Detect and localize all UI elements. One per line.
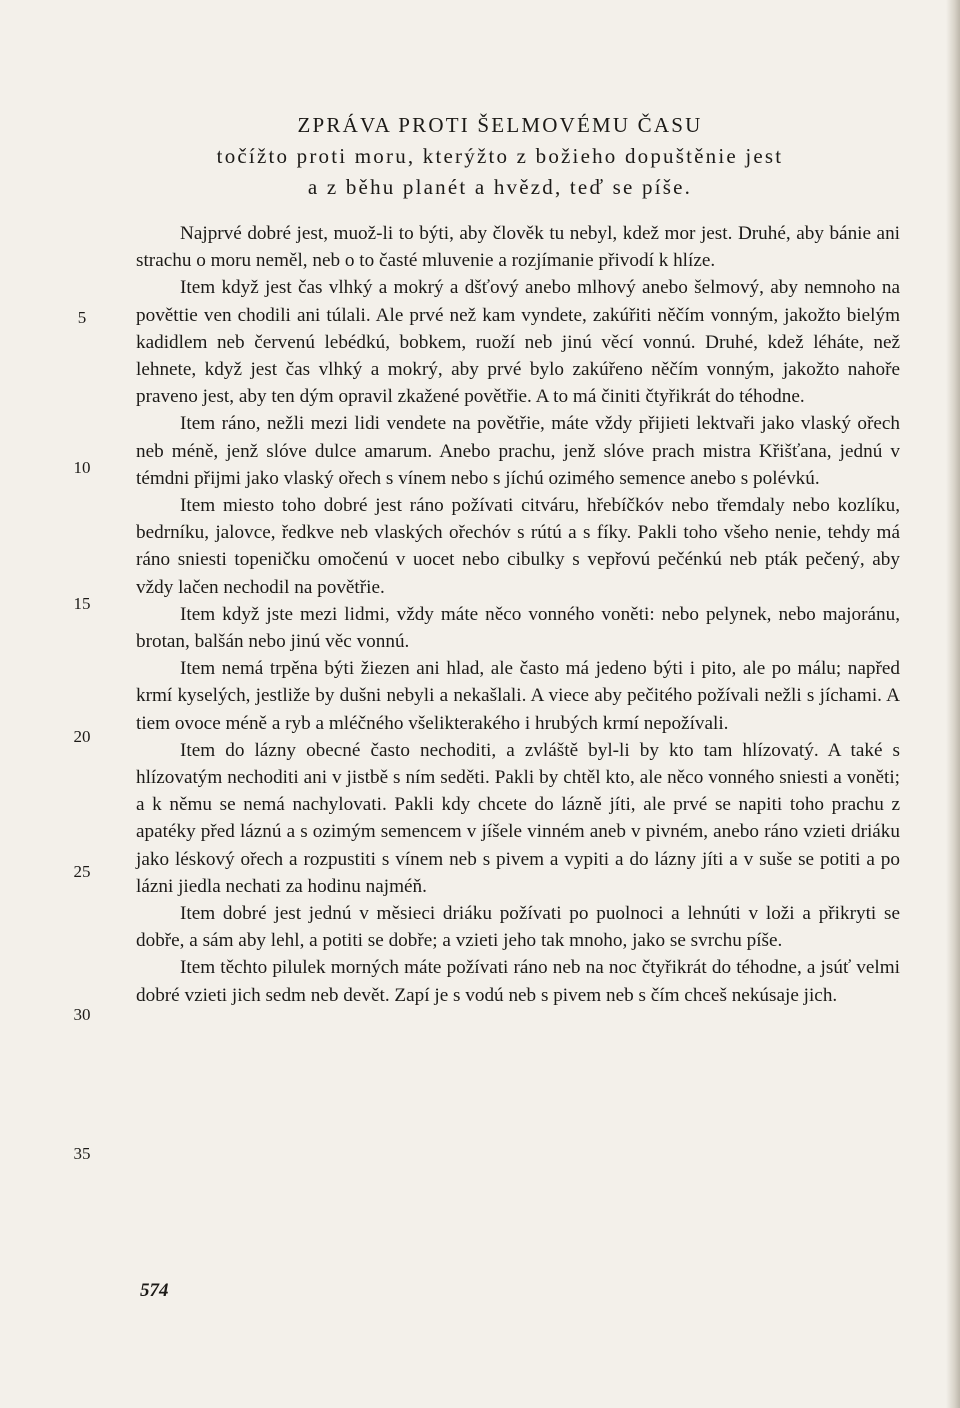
paragraph: Item těchto pilulek morných máte požívati ráno neb na noc čtyřikrát do téhodne, a jsúť velmi dobré vzieti jich sedm neb devět. Zapí je s vodú neb s pivem neb s čím chceš nekúsaje jich.: [136, 957, 900, 1006]
body-text: [136, 220, 900, 1009]
line-number: 25: [73, 862, 91, 881]
paragraph: Item nemá trpěna býti žiezen ani hlad, ale často má jedeno býti i pito, ale po málu; napřed krmí kyselých, jestliže by dušni nebyli a nekašlali. A viece aby pečitého požívali nežli s jíchami. A tiem ovoce méně a ryb a mléčného všelikterakého i hrubých krmí nepožívali.: [136, 658, 900, 734]
line-number: 10: [73, 458, 91, 477]
paragraph: Item miesto toho dobré jest ráno požívati citváru, hřebíčkóv nebo třemdaly nebo kozlíku, bedrníku, jalovce, ředkve neb vlaských ořechóv s rútú a s fíky. Pakli toho všeho nenie, tehdy má ráno sniesti topeničku omočenú v uocet nebo cibulky s vepřovú pečénkú neb pták pečený, aby vždy lačen nechodil na povětřie.: [136, 495, 900, 598]
paragraph: Item když jest čas vlhký a mokrý a dšťový anebo mlhový anebo šelmový, aby nemnoho na pověttie ven chodili ani túlali. Ale prvé než kam vyndete, zakúřiti něčím vonným, jakožto bielým kadidlem neb červenú lebédkú, bobkem, ruoží neb jinú věcí vonnú. Druhé, kdež léháte, než lehnete, když jest čas vlhký a mokrý, aby prvé bylo zakúřeno něčím vonným, jakožto nahoře praveno jest, aby ten dým opravil zkažené povětřie. A to má činiti čtyřikrát do téhodne.: [136, 277, 900, 408]
heading-subtitle-line-1: točížto proti moru, kterýžto z božieho dopuštěnie jest: [216, 144, 784, 168]
chapter-heading: [140, 110, 860, 203]
paragraph: Item dobré jest jednú v měsieci driáku požívati po puolnoci a lehnúti v loži a přikryti se dobře, a sám aby lehl, a potiti se dobře; a vzieti jeho tak mnoho, jako se svrchu píše.: [136, 903, 900, 952]
line-number: 30: [73, 1005, 91, 1024]
heading-title: ZPRÁVA PROTI ŠELMOVÉMU ČASU: [297, 113, 703, 137]
line-number: 5: [77, 308, 87, 327]
line-number: 35: [73, 1144, 91, 1163]
paragraph: Item ráno, nežli mezi lidi vendete na povětřie, máte vždy přijieti lektvaři jako vlaský ořech neb méně, jenž slóve dulce amarum. Anebo prachu, jenž slóve prach mistra Křišťana, jednú v témdni přijmi jako vlaský ořech s vínem nebo s jíchú ozimého semence anebo s polévkú.: [136, 413, 900, 489]
page-edge-shadow: [946, 0, 960, 1408]
paragraph: Item když jste mezi lidmi, vždy máte něco vonného voněti: nebo pelynek, nebo majoránu, brotan, balšán nebo jinú věc vonnú.: [136, 603, 900, 653]
line-number: 20: [73, 727, 91, 746]
paragraph: Item do lázny obecné často nechoditi, a zvláště byl-li by kto tam hlízovatý. A také s hlízovatým nechoditi ani v jistbě s ním seděti. Pakli by chtěl kto, ale něco vonného sniesti a voněti; a k němu se nemá nachylovati. Pakli kdy chcete do lázně jíti, ale prvé se napiti toho prachu z apatéky před láznú a s ozimým semencem v jíšele vinném aneb v pivném, anebo ráno vzieti driáku jako léskový ořech a rozpustiti s vínem neb s pivem a vypiti a do lázny jíti a v suše se potiti a po lázni jiedla nechati za hodinu najméň.: [136, 739, 900, 897]
line-number: 15: [73, 594, 91, 613]
page-number: 574: [140, 1280, 169, 1301]
heading-subtitle-line-2: a z běhu planét a hvězd, teď se píše.: [307, 175, 693, 199]
paragraph: Najprvé dobré jest, muož-li to býti, aby člověk tu nebyl, kdež mor jest. Druhé, aby bánie ani strachu o moru neměl, neb o to časté mluvenie a rozjímanie přivodí k hlíze.: [136, 223, 900, 272]
